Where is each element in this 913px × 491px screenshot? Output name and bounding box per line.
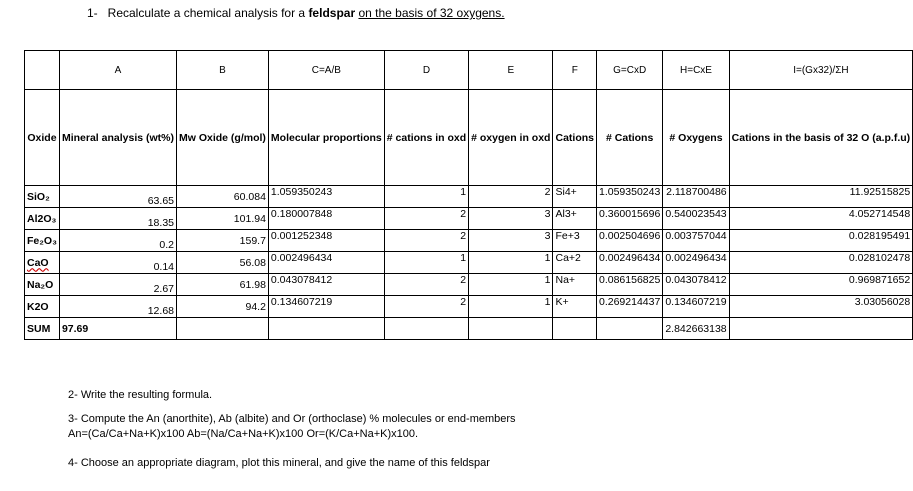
cation-count-cell: 1	[384, 252, 468, 274]
oxide-cell: Fe₂O₃	[25, 230, 60, 252]
ncations-cell: 0.086156825	[597, 274, 663, 296]
question-4: 4- Choose an appropriate diagram, plot this mineral, and give the name of this feldspar	[68, 457, 490, 469]
table-row	[25, 252, 913, 274]
empty-cell	[177, 318, 269, 340]
empty-cell	[469, 318, 553, 340]
empty-cell	[553, 318, 597, 340]
sum-noxygens: 2.842663138	[663, 318, 729, 340]
wt-cell: 2.67	[59, 274, 176, 296]
wt-cell: 18.35	[59, 208, 176, 230]
oxide-label: CaO	[27, 256, 49, 269]
column-letter: B	[177, 51, 269, 90]
noxygens-cell: 0.002496434	[663, 252, 729, 274]
column-header: Cations	[553, 90, 597, 186]
sum-wt: 97.69	[59, 318, 176, 340]
oxide-cell: K2O	[25, 296, 60, 318]
column-letter: D	[384, 51, 468, 90]
oxide-cell	[25, 252, 60, 274]
apfu-cell: 0.028102478	[729, 252, 913, 274]
ncations-cell: 0.269214437	[597, 296, 663, 318]
ncations-cell: 1.059350243	[597, 186, 663, 208]
ncations-cell: 0.002496434	[597, 252, 663, 274]
cation-count-cell: 2	[384, 230, 468, 252]
mw-cell: 101.94	[177, 208, 269, 230]
mol-cell: 0.180007848	[268, 208, 384, 230]
column-header: # cations in oxd	[384, 90, 468, 186]
empty-cell	[268, 318, 384, 340]
apfu-cell: 0.028195491	[729, 230, 913, 252]
cation-cell: Si4+	[553, 186, 597, 208]
apfu-cell: 3.03056028	[729, 296, 913, 318]
column-header: Mw Oxide (g/mol)	[177, 90, 269, 186]
noxygens-cell: 0.003757044	[663, 230, 729, 252]
mw-cell: 60.084	[177, 186, 269, 208]
task-title-bold: feldspar	[308, 6, 356, 20]
oxygen-count-cell: 1	[469, 252, 553, 274]
mw-cell: 94.2	[177, 296, 269, 318]
column-letter: H=CxE	[663, 51, 729, 90]
ncations-cell: 0.360015696	[597, 208, 663, 230]
question-3-line2: An=(Ca/Ca+Na+K)x100 Ab=(Na/Ca+Na+K)x100 Or=(K/Ca+Na+K)x100.	[68, 428, 419, 440]
cation-cell: Al3+	[553, 208, 597, 230]
column-header: # Cations	[597, 90, 663, 186]
feldspar-table	[24, 50, 913, 340]
empty-cell	[597, 318, 663, 340]
column-letter: F	[553, 51, 597, 90]
column-header-row	[25, 90, 913, 186]
oxygen-count-cell: 2	[469, 186, 553, 208]
wt-cell: 0.14	[59, 252, 176, 274]
column-letter: C=A/B	[268, 51, 384, 90]
task-title	[87, 6, 505, 20]
noxygens-cell: 0.043078412	[663, 274, 729, 296]
oxide-cell: SiO₂	[25, 186, 60, 208]
table-row	[25, 208, 913, 230]
table-row	[25, 186, 913, 208]
oxygen-count-cell: 1	[469, 274, 553, 296]
task-number: 1-	[87, 6, 98, 20]
apfu-cell: 4.052714548	[729, 208, 913, 230]
noxygens-cell: 0.540023543	[663, 208, 729, 230]
cation-count-cell: 2	[384, 208, 468, 230]
mw-cell: 56.08	[177, 252, 269, 274]
column-header: # Oxygens	[663, 90, 729, 186]
task-title-prefix: Recalculate a chemical analysis for a	[107, 6, 309, 20]
cation-count-cell: 1	[384, 186, 468, 208]
wt-cell: 12.68	[59, 296, 176, 318]
cation-cell: Ca+2	[553, 252, 597, 274]
column-letter: G=CxD	[597, 51, 663, 90]
question-3-line1: 3- Compute the An (anorthite), Ab (albite) and Or (orthoclase) % molecules or end-members	[68, 413, 516, 425]
table-row	[25, 296, 913, 318]
oxide-cell: Na₂O	[25, 274, 60, 296]
question-2: 2- Write the resulting formula.	[68, 389, 213, 401]
cation-cell: Na+	[553, 274, 597, 296]
mol-cell: 0.001252348	[268, 230, 384, 252]
column-header: Mineral analysis (wt%)	[59, 90, 176, 186]
task-title-underlined: on the basis of 32 oxygens.	[358, 6, 505, 20]
column-header: Molecular proportions	[268, 90, 384, 186]
sum-row	[25, 318, 913, 340]
mol-cell: 0.002496434	[268, 252, 384, 274]
cation-cell: K+	[553, 296, 597, 318]
column-letter-row	[25, 51, 913, 90]
noxygens-cell: 2.118700486	[663, 186, 729, 208]
sum-label: SUM	[25, 318, 60, 340]
column-letter: E	[469, 51, 553, 90]
mw-cell: 159.7	[177, 230, 269, 252]
column-letter: I=(Gx32)/ΣH	[729, 51, 913, 90]
noxygens-cell: 0.134607219	[663, 296, 729, 318]
mol-cell: 1.059350243	[268, 186, 384, 208]
apfu-cell: 0.969871652	[729, 274, 913, 296]
empty-cell	[729, 318, 913, 340]
ncations-cell: 0.002504696	[597, 230, 663, 252]
table-row	[25, 230, 913, 252]
apfu-cell: 11.92515825	[729, 186, 913, 208]
oxide-cell: Al2O₃	[25, 208, 60, 230]
wt-cell: 0.2	[59, 230, 176, 252]
column-header: # oxygen in oxd	[469, 90, 553, 186]
column-header: Cations in the basis of 32 O (a.p.f.u)	[729, 90, 913, 186]
oxygen-count-cell: 1	[469, 296, 553, 318]
wt-cell: 63.65	[59, 186, 176, 208]
cation-count-cell: 2	[384, 274, 468, 296]
oxygen-count-cell: 3	[469, 230, 553, 252]
column-header: Oxide	[25, 90, 60, 186]
oxygen-count-cell: 3	[469, 208, 553, 230]
table-row	[25, 274, 913, 296]
column-letter: A	[59, 51, 176, 90]
empty-cell	[384, 318, 468, 340]
mol-cell: 0.043078412	[268, 274, 384, 296]
mol-cell: 0.134607219	[268, 296, 384, 318]
cation-cell: Fe+3	[553, 230, 597, 252]
mw-cell: 61.98	[177, 274, 269, 296]
column-letter	[25, 51, 60, 90]
cation-count-cell: 2	[384, 296, 468, 318]
